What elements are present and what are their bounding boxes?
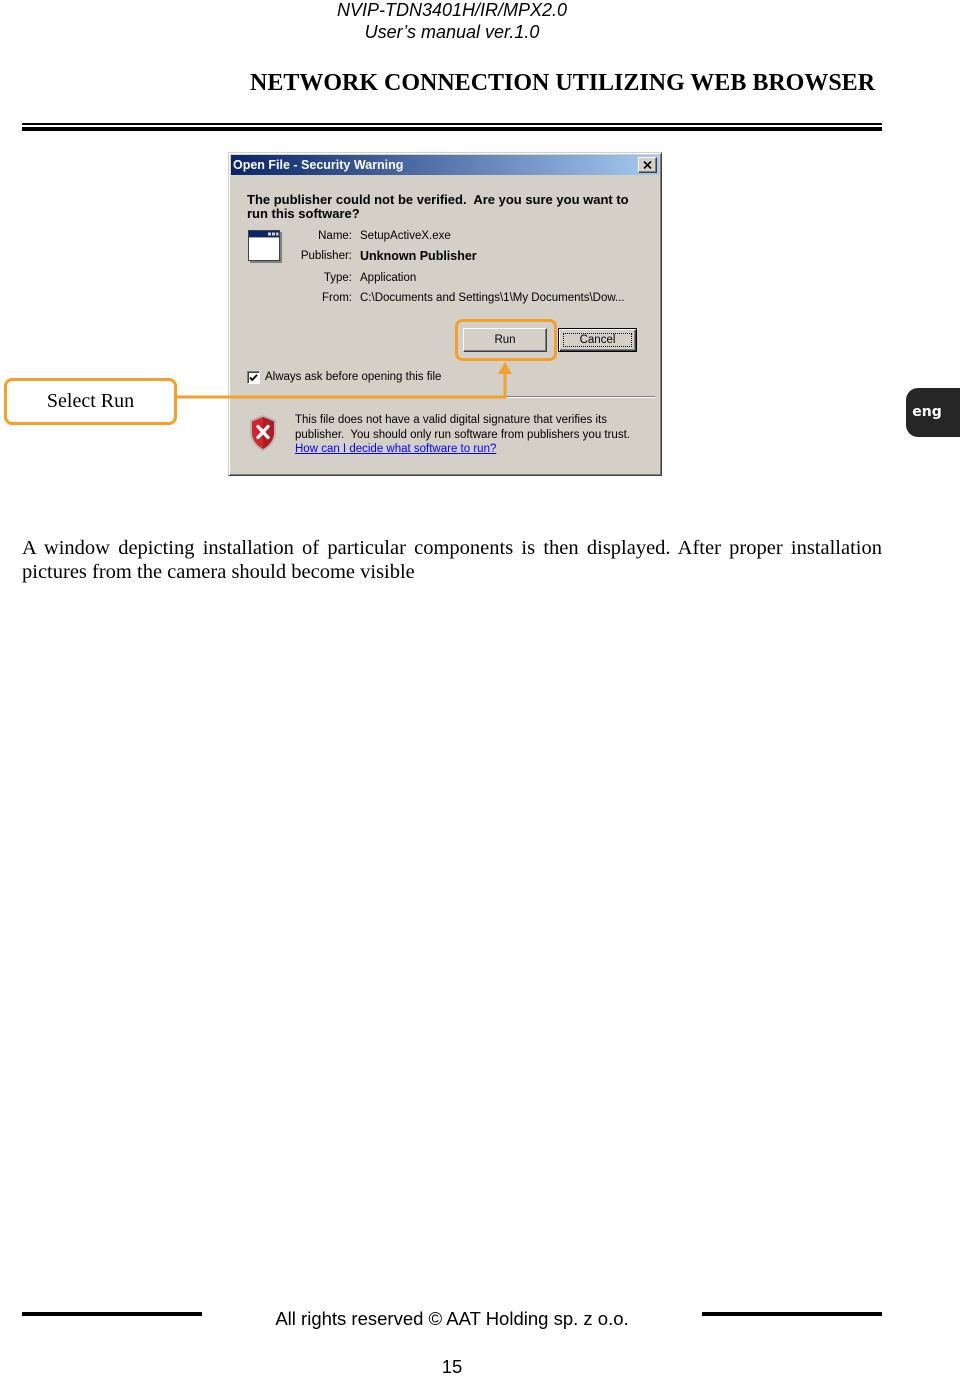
publisher-warning-question: The publisher could not be verified. Are you sure you want to run this software? [247,192,633,221]
footer-copyright: All rights reserved © AAT Holding sp. z o.o. [275,1308,629,1329]
cancel-button[interactable] [558,328,637,352]
select-run-callout: Select Run [4,378,177,425]
name-value: SetupActiveX.exe [360,230,451,242]
header-rule-thick [22,127,882,131]
application-window-icon [248,230,282,263]
language-tab: eng [906,388,960,437]
name-label: Name: [318,230,352,242]
dialog-title: Open File - Security Warning [233,158,404,172]
check-icon [249,373,258,382]
unsigned-file-warning: This file does not have a valid digital signature that verifies its publisher. You should only run software from publishers you trust. [295,414,630,441]
always-ask-label[interactable]: Always ask before opening this file [265,371,442,383]
dialog-separator [245,396,655,398]
manual-version: User’s manual ver.1.0 [364,22,540,42]
security-warning-dialog [228,152,662,476]
page-number: 15 [441,1356,463,1377]
header-rule-thin [22,123,882,125]
type-label: Type: [323,272,352,284]
publisher-value: Unknown Publisher [360,249,477,263]
run-button-label: Run [494,334,516,346]
document-model: NVIP-TDN3401H/IR/MPX2.0 [336,0,568,20]
from-label: From: [321,292,352,304]
run-button[interactable] [463,328,547,352]
close-icon[interactable] [643,161,652,169]
cancel-button-label: Cancel [579,334,616,346]
type-value: Application [360,272,417,284]
section-title: NETWORK CONNECTION UTILIZING WEB BROWSER [250,70,876,96]
publisher-label: Publisher: [300,250,352,262]
shield-error-icon [248,414,278,452]
always-ask-checkbox[interactable] [247,371,260,384]
help-link[interactable]: How can I decide what software to run? [295,443,497,455]
body-paragraph: A window depicting installation of particular components is then displayed. After proper installation pictures from the camera should become visible [22,537,882,583]
close-button[interactable] [638,157,657,173]
dialog-titlebar[interactable] [231,155,659,175]
from-value: C:\Documents and Settings\1\My Documents\Dow... [360,292,625,304]
